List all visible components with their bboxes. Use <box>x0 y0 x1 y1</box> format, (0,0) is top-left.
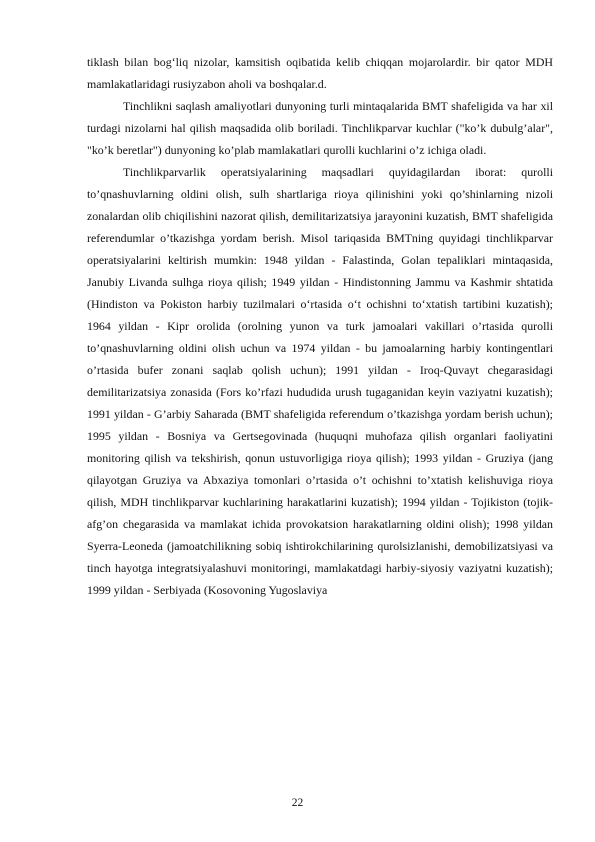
paragraph-peacekeeping-goals: Tinchlikparvarlik operatsiyalarining maqsadlari quyidagilardan iborat: qurolli to’qnashuvlarning oldini olish, sulh shartlariga rioya qilinishini yoki qo’shinlarning nizoli zonalardan olib chiqilishini nazorat qilish, demilitarizatsiya jarayonini kuzatish, BMT shafeligida referendumlar o’tkazishga yordam berish. Misol tariqasida BMTning quyidagi tinchlikparvar operatsiyalarini keltirish mumkin: 1948 yildan - Falastinda, Golan tepaliklari mintaqasida, Janubiy Livanda sulhga rioya qilish; 1949 yildan - Hindistonning Jammu va Kashmir shtatida (Hindiston va Pokiston harbiy tuzilmalari o‘rtasida o‘t ochishni to‘xtatish tartibini kuzatish); 1964 yildan - Kipr orolida (orolning yunon va turk jamoalari vakillari o’rtasida qurolli to’qnashuvlarning oldini olish uchun va 1974 yildan - bu jamoalarning harbiy kontingentlari o’rtasida bufer zonani saqlab qolish uchun); 1991 yildan - Iroq-Quvayt chegarasidagi demilitarizatsiya zonasida (Fors ko’rfazi hududida urush tugaganidan keyin vaziyatni kuzatish); 1991 yildan - G’arbiy Saharada (BMT shafeligida referendum o’tkazishga yordam berish uchun); 1995 yildan - Bosniya va Gertsegovinada (huquqni muhofaza qilish organlari faoliyatini monitoring qilish va tekshirish, qonun ustuvorligiga rioya qilish); 1993 yildan - Gruziya (jang qilayotgan Gruziya va Abxaziya tomonlari o’rtasida o’t ochishni to’xtatish kelishuviga rioya qilish, MDH tinchlikparvar kuchlarining harakatlarini kuzatish); 1994 yildan - Tojikiston (tojik-afg’on chegarasida va mamlakat ichida provokatsion harakatlarning oldini olish); 1998 yildan Syerra-Leoneda (jamoatchilikning sobiq ishtirokchilarining qurolsizlanishi, demobilizatsiyasi va tinch hayotga integratsiyalashuvi monitoringi, mamlakatdagi harbiy-siyosiy vaziyatni kuzatish); 1999 yildan - Serbiyada (Kosovoning Yugoslaviya <box>87 165 553 597</box>
page-number: 22 <box>291 797 304 809</box>
paragraph-continuation: tiklash bilan bog‘liq nizolar, kamsitish oqibatida kelib chiqqan mojarolardir. bir qator MDH mamlakatlaridagi rusiyzabon aholi va boshqalar.d. <box>87 55 553 91</box>
paragraph-peacekeeping-intro: Tinchlikni saqlash amaliyotlari dunyoning turli mintaqalarida BMT shafeligida va har xil turdagi nizolarni hal qilish maqsadida olib boriladi. Tinchlikparvar kuchlar ("ko’k dubulg’alar", "ko’k beretlar") dunyoning ko’plab mamlakatlari qurolli kuchlarini o’z ichiga oladi. <box>87 99 553 157</box>
document-page <box>87 51 553 601</box>
